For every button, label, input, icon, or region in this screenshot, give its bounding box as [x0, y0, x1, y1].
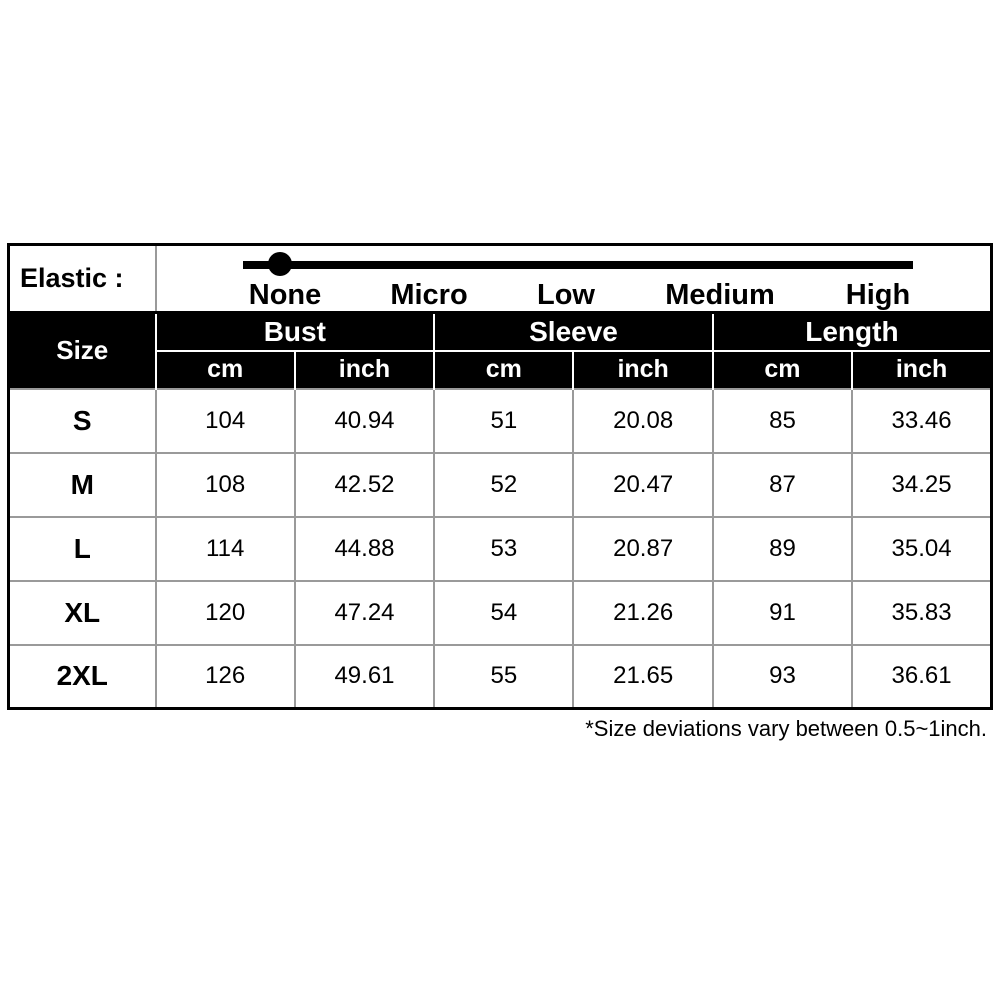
- size-chart-table: [7, 311, 993, 710]
- table-row: [9, 517, 992, 581]
- table-cell: 35.04: [852, 517, 991, 581]
- length-header: Length: [713, 313, 992, 351]
- elastic-level-none: None: [248, 279, 322, 311]
- table-cell: 40.94: [295, 389, 434, 453]
- table-cell: 87: [713, 453, 852, 517]
- unit-header: inch: [573, 351, 712, 389]
- elastic-level-low: Low: [537, 279, 595, 311]
- table-row: [9, 453, 992, 517]
- elastic-row: [7, 243, 993, 311]
- table-cell: 126: [156, 645, 295, 709]
- table-row: [9, 645, 992, 709]
- table-cell: 114: [156, 517, 295, 581]
- table-cell: 21.65: [573, 645, 712, 709]
- table-cell: 36.61: [852, 645, 991, 709]
- table-cell: 120: [156, 581, 295, 645]
- sleeve-header: Sleeve: [434, 313, 713, 351]
- table-cell: 55: [434, 645, 573, 709]
- table-cell: 53: [434, 517, 573, 581]
- elastic-label: Elastic :: [10, 246, 157, 314]
- size-cell: S: [9, 389, 156, 453]
- table-cell: 49.61: [295, 645, 434, 709]
- table-cell: 20.87: [573, 517, 712, 581]
- size-cell: XL: [9, 581, 156, 645]
- unit-header: inch: [852, 351, 991, 389]
- size-cell: 2XL: [9, 645, 156, 709]
- table-cell: 104: [156, 389, 295, 453]
- table-cell: 44.88: [295, 517, 434, 581]
- table-cell: 54: [434, 581, 573, 645]
- unit-header: cm: [713, 351, 852, 389]
- table-cell: 51: [434, 389, 573, 453]
- table-row: [9, 581, 992, 645]
- unit-header: cm: [156, 351, 295, 389]
- size-cell: M: [9, 453, 156, 517]
- table-cell: 42.52: [295, 453, 434, 517]
- table-cell: 35.83: [852, 581, 991, 645]
- elastic-level-medium: Medium: [665, 279, 775, 311]
- size-cell: L: [9, 517, 156, 581]
- size-column-header: Size: [9, 313, 156, 389]
- elastic-level-high: High: [845, 279, 911, 311]
- table-cell: 93: [713, 645, 852, 709]
- table-cell: 34.25: [852, 453, 991, 517]
- unit-header: cm: [434, 351, 573, 389]
- unit-header: inch: [295, 351, 434, 389]
- table-cell: 91: [713, 581, 852, 645]
- table-cell: 20.47: [573, 453, 712, 517]
- elastic-selected-marker: [268, 252, 292, 276]
- elastic-level-micro: Micro: [390, 279, 468, 311]
- table-cell: 20.08: [573, 389, 712, 453]
- table-cell: 108: [156, 453, 295, 517]
- table-row: [9, 389, 992, 453]
- table-cell: 85: [713, 389, 852, 453]
- table-cell: 21.26: [573, 581, 712, 645]
- elastic-scale-line: [243, 261, 913, 269]
- table-cell: 47.24: [295, 581, 434, 645]
- table-cell: 33.46: [852, 389, 991, 453]
- table-cell: 52: [434, 453, 573, 517]
- size-deviation-note: *Size deviations vary between 0.5~1inch.: [585, 716, 987, 741]
- bust-header: Bust: [156, 313, 435, 351]
- table-cell: 89: [713, 517, 852, 581]
